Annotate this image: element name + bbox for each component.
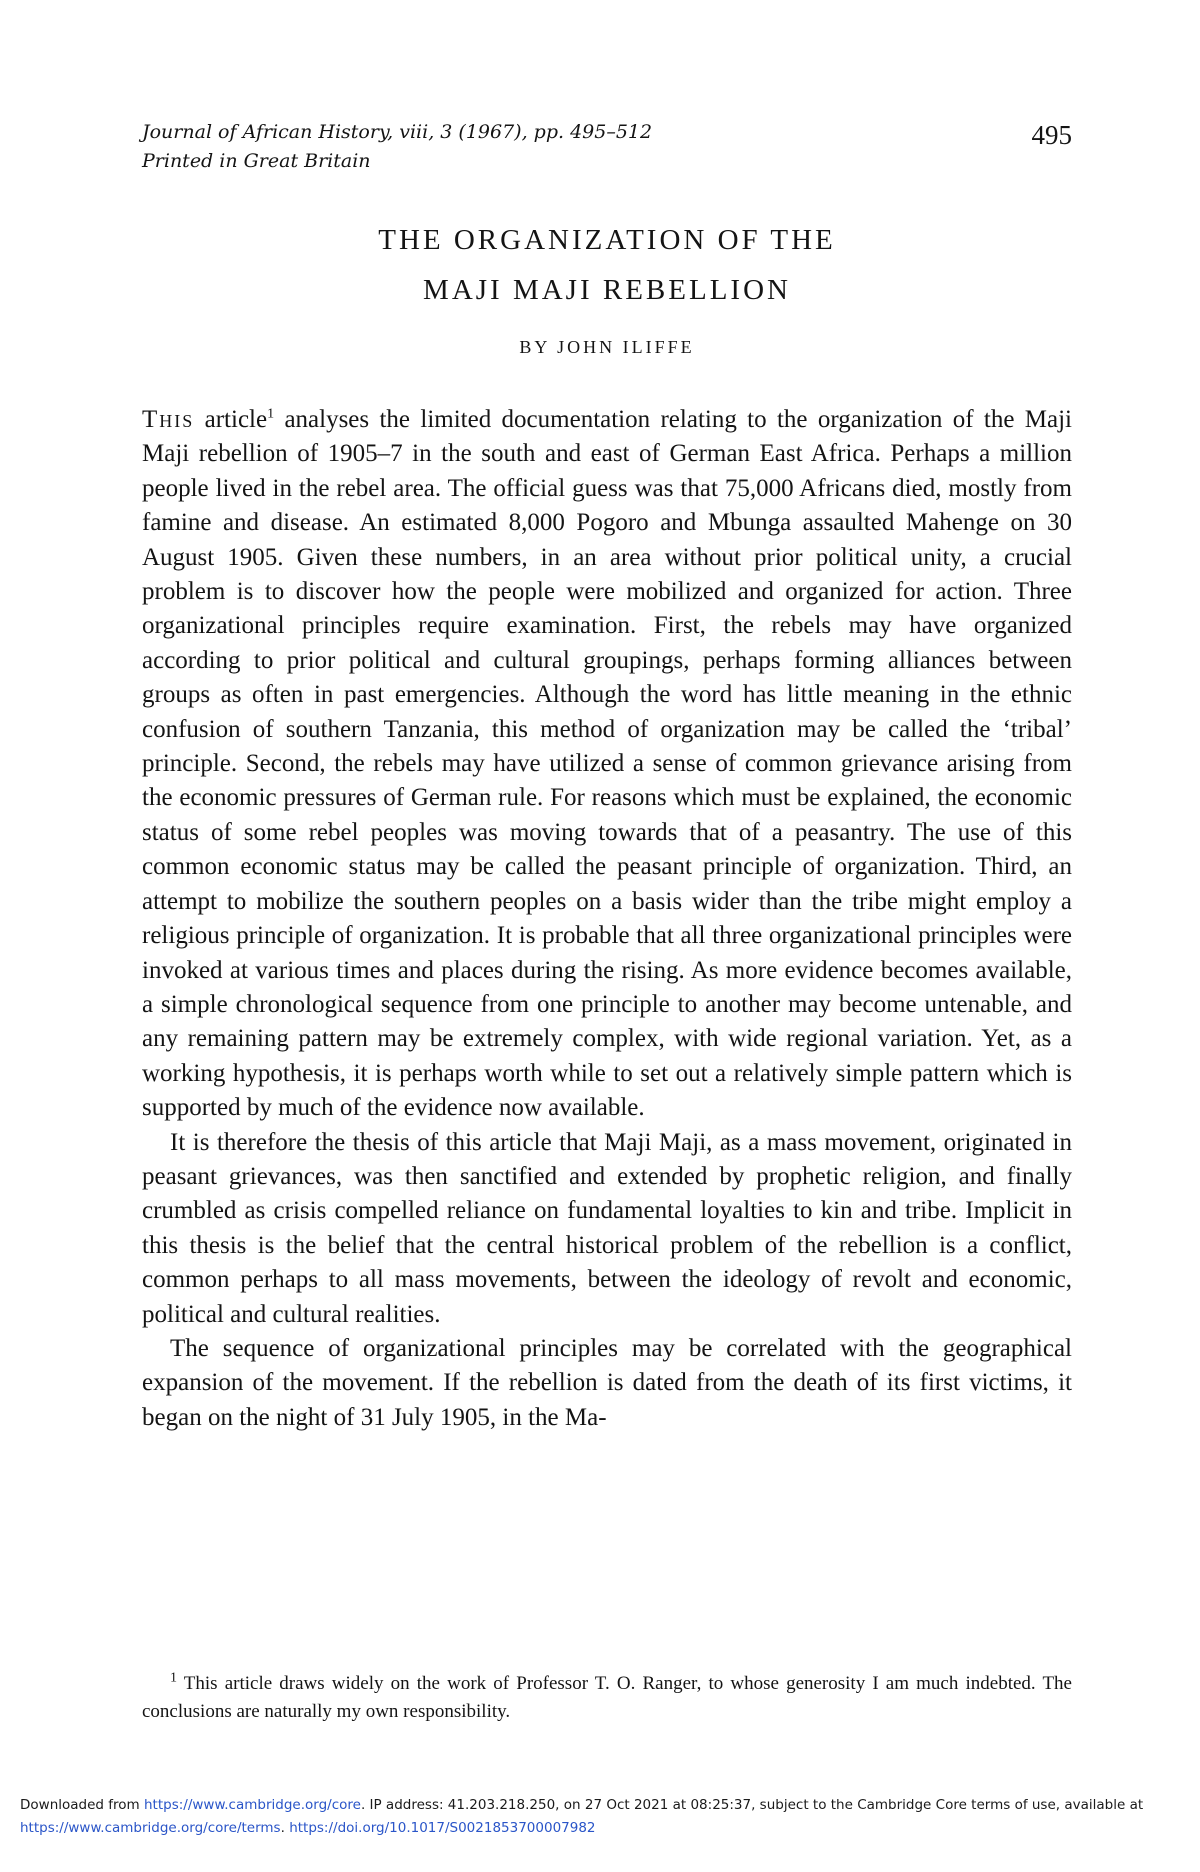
- cambridge-core-link[interactable]: https://www.cambridge.org/core: [143, 1797, 361, 1813]
- download-prefix: Downloaded from: [20, 1797, 144, 1813]
- article-title: [142, 215, 1072, 315]
- terms-link[interactable]: https://www.cambridge.org/core/terms: [20, 1820, 281, 1836]
- download-separator: .: [280, 1820, 290, 1836]
- paragraph-1-text: analyses the limited documentation relating to the organization of the Maji Maji rebellion of 1905–7 in the south and east of German East Africa. Perhaps a million people lived in the rebel area. The official guess was that 75,000 Africans died, mostly from famine and disease. An estimated 8,000 Pogoro and Mbunga assaulted Mahenge on 30 August 1905. Given these numbers, in an area without prior political unity, a crucial problem is to discover how the people were mobilized and organized for action. Three organizational principles require examination. First, the rebels may have organized according to prior political and cultural groupings, perhaps forming alliances between groups as often in past emergencies. Although the word has little meaning in the ethnic confusion of southern Tanzania, this method of organization may be called the ‘tribal’ principle. Second, the rebels may have utilized a sense of common grievance arising from the economic pressures of German rule. For reasons which must be explained, the economic status of some rebel peoples was moving towards that of a peasantry. The use of this common economic status may be called the peasant principle of organization. Third, an attempt to mobilize the southern peoples on a basis wider than the tribe might employ a religious principle of organization. It is probable that all three organizational principles were invoked at various times and places during the rising. As more evidence becomes available, a simple chronological sequence from one principle to another may become untenable, and any remaining pattern may be extremely complex, with wide regional variation. Yet, as a working hypothesis, it is perhaps worth while to set out a relatively simple pattern which is supported by much of the evidence now available.: [142, 406, 1073, 1122]
- download-middle: . IP address: 41.203.218.250, on 27 Oct 2021 at 08:25:37, subject to the Cambridge Core terms of use, available at: [360, 1797, 1144, 1813]
- journal-citation: Journal of African History, viii, 3 (1967), pp. 495–512: [142, 121, 653, 143]
- running-header: [142, 118, 1072, 176]
- paragraph-1: [142, 403, 1072, 1126]
- page-number: 495: [1031, 120, 1072, 150]
- author-byline: BY JOHN ILIFFE: [519, 337, 695, 357]
- footnote-marker: 1: [170, 1670, 177, 1686]
- paragraph-2: It is therefore the thesis of this article that Maji Maji, as a mass movement, originated in peasant grievances, was then sanctified and extended by prophetic religion, and finally crumbled as crisis compelled reliance on fundamental loyalties to kin and tribe. Implicit in this thesis is the belief that the central historical problem of the rebellion is a conflict, common perhaps to all mass movements, between the ideology of revolt and economic, political and cultural realities.: [142, 1128, 1072, 1328]
- footnote-text: This article draws widely on the work of Professor T. O. Ranger, to whose generosity I am much indebted. The conclusions are naturally my own responsibility.: [142, 1673, 1072, 1722]
- doi-link[interactable]: https://doi.org/10.1017/S0021853700007982: [289, 1820, 596, 1836]
- download-notice: [20, 1794, 1180, 1840]
- title-line-1: THE ORGANIZATION OF THE: [378, 224, 836, 256]
- article-word: article: [194, 406, 268, 433]
- printed-in: Printed in Great Britain: [142, 150, 371, 172]
- drop-cap-word: This: [142, 406, 195, 433]
- paragraph-3: The sequence of organizational principles may be correlated with the geographical expansion of the movement. If the rebellion is dated from the death of its first victims, it began on the night of 31 July 1905, in the Ma-: [142, 1334, 1072, 1431]
- footnote-reference[interactable]: 1: [267, 406, 275, 422]
- title-line-2: MAJI MAJI REBELLION: [423, 274, 791, 306]
- footnote: [142, 1670, 1072, 1726]
- article-body: [142, 403, 1072, 1435]
